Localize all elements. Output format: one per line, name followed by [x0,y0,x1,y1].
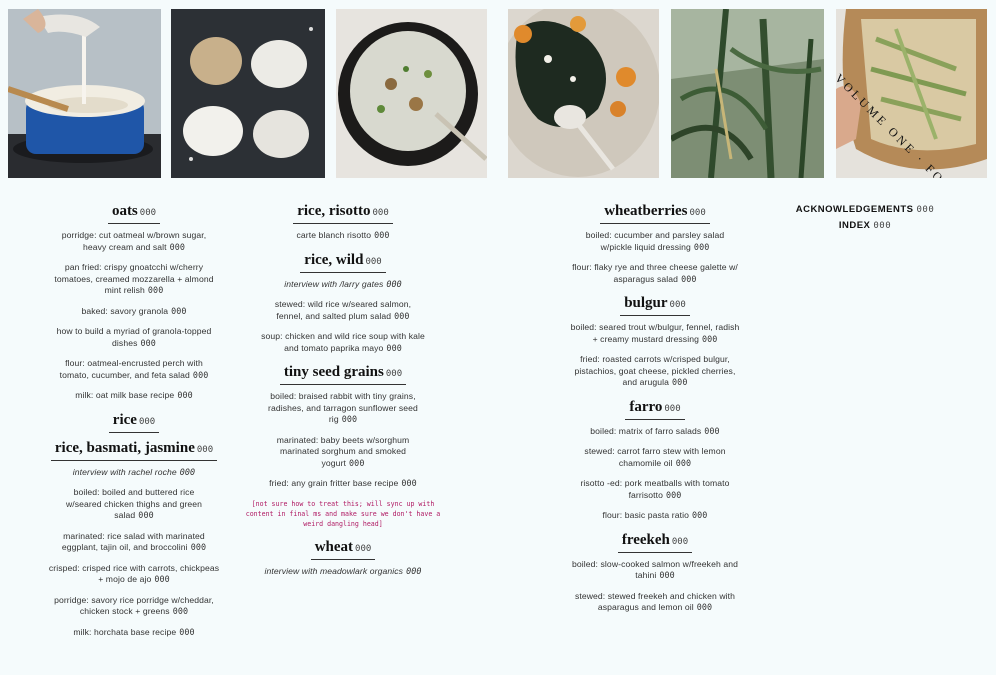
section-heading[interactable]: rice 000 [109,412,159,433]
photo-rice-grains [171,9,325,178]
section-tiny-seed-grains [245,363,441,490]
section-bulgur [565,294,745,389]
toc-entry[interactable]: pan fried: crispy gnoatcchi w/cherry tomatoes, creamed mozzarella + almond mint relish 000 [54,262,214,295]
toc-entry[interactable]: flour: oatmeal-encrusted perch with tomato, cucumber, and feta salad 000 [59,358,209,380]
toc-entry[interactable]: flour: basic pasta ratio 000 [602,510,708,520]
toc-entry[interactable]: porridge: cut oatmeal w/brown sugar, heavy cream and salt 000 [61,230,207,252]
toc-entry[interactable]: marinated: baby beets w/sorghum marinated sorghum and smoked yogurt 000 [276,434,410,468]
toc-entry[interactable]: boiled: braised rabbit with tiny grains, radishes, and tarragon sunflower seed rig 000 [268,391,418,424]
toc-entry[interactable]: risotto -ed: pork meatballs with tomato farrisotto 000 [580,478,730,500]
toc-entry[interactable]: stewed: stewed freekeh and chicken with asparagus and lemon oil 000 [574,590,736,612]
toc-entry[interactable]: crisped: crisped rice with carrots, chickpeas + mojo de ajo 000 [48,562,220,584]
photo-galette [836,9,987,178]
toc-entry-interview[interactable]: interview with meadowlark organics 000 [264,565,422,576]
toc-entry[interactable]: milk: horchata base recipe 000 [73,626,195,637]
toc-column-1 [44,202,224,647]
photo-oatmeal-pot [8,9,161,178]
section-rice-wild [245,251,441,355]
section-heading[interactable]: tiny seed grains 000 [280,364,406,385]
toc-entry[interactable]: fried: any grain fritter base recipe 000 [269,478,417,488]
toc-entry[interactable]: boiled: boiled and buttered rice w/seared chicken thighs and green salad 000 [65,487,203,520]
photo-risotto-bowl [336,9,487,178]
section-oats [44,202,224,402]
toc-entry[interactable]: stewed: wild rice w/seared salmon, fennel, and salted plum salad 000 [274,299,412,321]
section-rice-basmati-jasmine [44,439,224,639]
toc-entry[interactable]: carte blanch risotto 000 [296,230,390,240]
toc-entry[interactable]: stewed: carrot farro stew with lemon chamomile oil 000 [584,446,726,468]
section-heading[interactable]: farro 000 [625,399,684,420]
galette-overlay-text: VOLUME ONE · [836,71,929,168]
photo-kale-squash-salad [508,9,659,178]
toc-entry[interactable]: boiled: slow-cooked salmon w/freekeh and tahini 000 [572,558,738,580]
section-heading[interactable]: freekeh 000 [618,532,692,553]
toc-column-2 [245,202,441,586]
toc-entry-interview[interactable]: interview with rachel roche 000 [72,466,196,477]
index-link[interactable]: INDEX 000 [838,220,892,231]
section-heading[interactable]: bulgur 000 [620,295,690,316]
toc-entry[interactable]: boiled: matrix of farro salads 000 [590,425,720,436]
toc-entry[interactable]: boiled: cucumber and parsley salad w/pickle liquid dressing 000 [585,230,725,252]
toc-entry[interactable]: fried: roasted carrots w/crisped bulgur, pistachios, goat cheese, pickled cherries, and arugula 000 [574,354,736,387]
section-heading[interactable]: rice, wild 000 [300,252,385,273]
toc-column-3 [565,202,745,623]
toc-entry[interactable]: porridge: savory rice porridge w/cheddar, chicken stock + greens 000 [54,594,214,616]
section-wheatberries [565,202,745,285]
toc-column-4 [790,202,940,234]
toc-entry[interactable]: milk: oat milk base recipe 000 [75,390,193,400]
section-heading[interactable]: oats 000 [108,203,160,224]
section-rice-risotto [245,202,441,242]
acknowledgements-link[interactable]: ACKNOWLEDGEMENTS 000 [795,204,935,215]
section-heading[interactable]: rice, basmati, jasmine 000 [51,440,217,461]
editor-note: [not sure how to treat this; will sync up with content in final ms and make sure we don't have a weird dangling head] [245,499,441,528]
toc-entry[interactable]: soup: chicken and wild rice soup with kale and tomato paprika mayo 000 [261,331,425,353]
toc-entry[interactable]: flour: flaky rye and three cheese galette w/ asparagus salad 000 [572,262,738,284]
toc-entry-interview[interactable]: interview with /larry gates 000 [284,278,402,289]
section-heading[interactable]: wheatberries 000 [600,203,710,224]
section-heading[interactable]: rice, risotto 000 [293,203,393,224]
section-wheat [245,538,441,578]
section-rice [44,411,224,439]
photo-corn-stalks [671,9,824,178]
section-farro [565,398,745,522]
section-freekeh [565,531,745,614]
toc-entry[interactable]: boiled: seared trout w/bulgur, fennel, radish + creamy mustard dressing 000 [570,322,740,344]
toc-entry[interactable]: how to build a myriad of granola-topped dishes 000 [56,326,212,348]
section-heading[interactable]: wheat 000 [311,539,376,560]
toc-entry[interactable]: marinated: rice salad with marinated eggplant, tajin oil, and broccolini 000 [61,530,207,552]
toc-entry[interactable]: baked: savory granola 000 [81,305,187,316]
